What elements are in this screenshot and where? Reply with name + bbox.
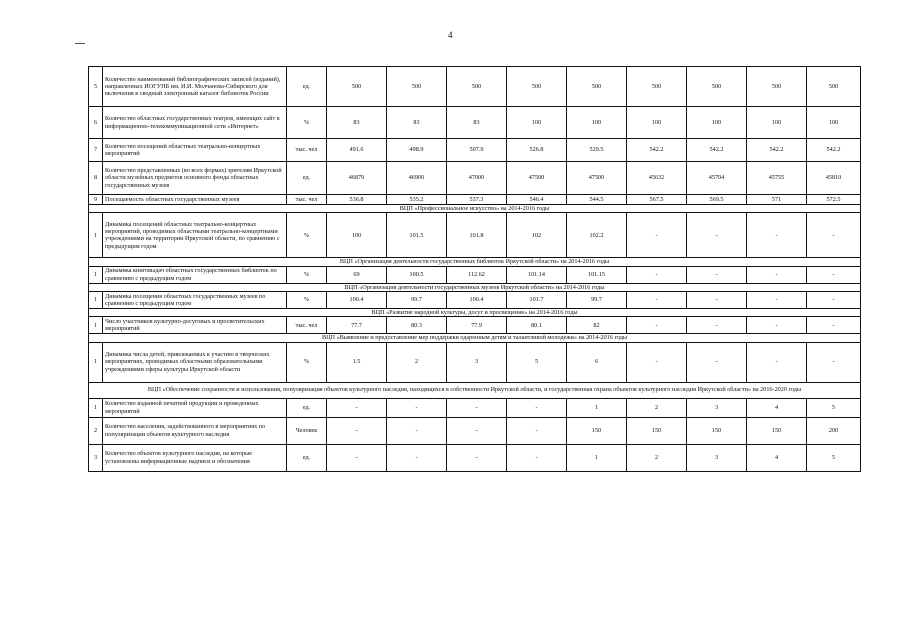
- value-cell: -: [687, 291, 747, 308]
- value-cell: -: [507, 417, 567, 444]
- value-cell: 102.2: [567, 213, 627, 258]
- value-cell: -: [387, 417, 447, 444]
- value-cell: 2: [387, 342, 447, 382]
- section-header-row: [89, 283, 861, 291]
- value-cell: 100: [627, 107, 687, 139]
- value-cell: 567.5: [627, 195, 687, 205]
- indicator-name: Количество наименований библиографических записей (изданий), направленных ИОГУНБ им. И.И. Молчанова-Сибирского для включения в сводный электронный каталог библиотек России: [103, 67, 287, 107]
- value-cell: 99.7: [567, 291, 627, 308]
- value-cell: 500: [747, 67, 807, 107]
- row-number: 1: [89, 213, 103, 258]
- value-cell: 100.5: [387, 266, 447, 283]
- value-cell: 542.2: [687, 139, 747, 162]
- table-row: [89, 139, 861, 162]
- value-cell: 100.4: [447, 291, 507, 308]
- indicator-name: Количество представленных (во всех формах) зрителям Иркутской области музейных предметов основного фонда областных государственных музеев: [103, 162, 287, 195]
- value-cell: -: [387, 398, 447, 417]
- value-cell: 500: [807, 67, 861, 107]
- row-number: 1: [89, 342, 103, 382]
- unit-cell: тыс. чел: [287, 139, 327, 162]
- value-cell: 500: [387, 67, 447, 107]
- value-cell: -: [627, 342, 687, 382]
- value-cell: 102: [507, 213, 567, 258]
- unit-cell: %: [287, 291, 327, 308]
- value-cell: 3: [687, 398, 747, 417]
- value-cell: 47500: [567, 162, 627, 195]
- value-cell: 47000: [447, 162, 507, 195]
- value-cell: 542.2: [747, 139, 807, 162]
- value-cell: -: [627, 213, 687, 258]
- value-cell: 542.2: [807, 139, 861, 162]
- value-cell: 46900: [387, 162, 447, 195]
- row-number: 5: [89, 67, 103, 107]
- value-cell: -: [807, 213, 861, 258]
- unit-cell: ед.: [287, 67, 327, 107]
- value-cell: -: [747, 291, 807, 308]
- value-cell: -: [687, 342, 747, 382]
- unit-cell: %: [287, 213, 327, 258]
- value-cell: 100: [807, 107, 861, 139]
- value-cell: -: [747, 342, 807, 382]
- value-cell: -: [747, 266, 807, 283]
- table-row: [89, 266, 861, 283]
- value-cell: 500: [687, 67, 747, 107]
- value-cell: 3: [447, 342, 507, 382]
- value-cell: -: [327, 417, 387, 444]
- table-body: [89, 67, 861, 472]
- value-cell: 569.5: [687, 195, 747, 205]
- value-cell: -: [627, 317, 687, 334]
- value-cell: 69: [327, 266, 387, 283]
- value-cell: 45810: [807, 162, 861, 195]
- value-cell: 1.5: [327, 342, 387, 382]
- table-row: [89, 162, 861, 195]
- section-header-row: [89, 308, 861, 316]
- value-cell: 45704: [687, 162, 747, 195]
- value-cell: 500: [567, 67, 627, 107]
- indicator-name: Динамика числа детей, привлекаемых к участию в творческих мероприятиях, проводимых областными образовательными учреждениями сферы культуры Иркутской области: [103, 342, 287, 382]
- indicator-name: Динамика посещения областных государственных музеев по сравнению с предыдущим годом: [103, 291, 287, 308]
- row-number: 1: [89, 398, 103, 417]
- value-cell: 47500: [507, 162, 567, 195]
- value-cell: 5: [807, 444, 861, 471]
- unit-cell: Человек: [287, 417, 327, 444]
- value-cell: 46879: [327, 162, 387, 195]
- row-number: 2: [89, 417, 103, 444]
- table-row: [89, 195, 861, 205]
- value-cell: 101.14: [507, 266, 567, 283]
- value-cell: 498.9: [387, 139, 447, 162]
- value-cell: 150: [687, 417, 747, 444]
- indicator-name: Количество изданной печатной продукции и проведенных мероприятий: [103, 398, 287, 417]
- row-number: 9: [89, 195, 103, 205]
- unit-cell: тыс. чел: [287, 195, 327, 205]
- section-header-row: [89, 258, 861, 266]
- section-header-row: [89, 382, 861, 398]
- value-cell: 83: [447, 107, 507, 139]
- table-row: [89, 444, 861, 471]
- value-cell: 150: [747, 417, 807, 444]
- table-row: [89, 67, 861, 107]
- page-number: 4: [448, 30, 453, 40]
- value-cell: 83: [387, 107, 447, 139]
- section-title: ВЦП «Профессиональное искусство» на 2014-2016 годы: [89, 205, 861, 213]
- value-cell: 500: [507, 67, 567, 107]
- value-cell: -: [327, 398, 387, 417]
- value-cell: 500: [327, 67, 387, 107]
- row-number: 1: [89, 266, 103, 283]
- section-title: ВЦП «Выявление и предоставление мер поддержки одаренным детям и талантливой молодежи» на 2014-2016 годы: [89, 334, 861, 342]
- value-cell: -: [747, 213, 807, 258]
- table-row: [89, 342, 861, 382]
- value-cell: -: [387, 444, 447, 471]
- table-row: [89, 213, 861, 258]
- value-cell: 80.1: [507, 317, 567, 334]
- row-number: 3: [89, 444, 103, 471]
- indicator-name: Количество областных государственных театров, имеющих сайт в информационно-телекоммуникационной сети «Интернет»: [103, 107, 287, 139]
- value-cell: 101.7: [507, 291, 567, 308]
- value-cell: 83: [327, 107, 387, 139]
- value-cell: 544.5: [567, 195, 627, 205]
- value-cell: -: [327, 444, 387, 471]
- unit-cell: %: [287, 107, 327, 139]
- value-cell: 500: [627, 67, 687, 107]
- value-cell: 100: [687, 107, 747, 139]
- indicator-name: Число участников культурно-досуговых и просветительских мероприятий: [103, 317, 287, 334]
- row-number: 1: [89, 291, 103, 308]
- table-row: [89, 398, 861, 417]
- value-cell: 526.8: [507, 139, 567, 162]
- unit-cell: ед.: [287, 162, 327, 195]
- value-cell: 99.7: [387, 291, 447, 308]
- value-cell: -: [507, 444, 567, 471]
- value-cell: 4: [747, 398, 807, 417]
- value-cell: 101.8: [447, 213, 507, 258]
- value-cell: 536.8: [327, 195, 387, 205]
- value-cell: 535.2: [387, 195, 447, 205]
- value-cell: 101.15: [567, 266, 627, 283]
- unit-cell: ед.: [287, 398, 327, 417]
- value-cell: 546.4: [507, 195, 567, 205]
- value-cell: 77.7: [327, 317, 387, 334]
- indicator-name: Количество населения, задействованного в мероприятиях по популяризации объектов культурного наследия: [103, 417, 287, 444]
- value-cell: -: [447, 417, 507, 444]
- value-cell: 100.4: [327, 291, 387, 308]
- value-cell: -: [747, 317, 807, 334]
- indicators-table: [88, 66, 861, 472]
- value-cell: 5: [507, 342, 567, 382]
- value-cell: 5: [807, 398, 861, 417]
- value-cell: 529.5: [567, 139, 627, 162]
- section-header-row: [89, 334, 861, 342]
- value-cell: -: [447, 398, 507, 417]
- value-cell: 4: [747, 444, 807, 471]
- row-number: 6: [89, 107, 103, 139]
- value-cell: 542.2: [627, 139, 687, 162]
- value-cell: 100: [567, 107, 627, 139]
- value-cell: 1: [567, 444, 627, 471]
- value-cell: 80.3: [387, 317, 447, 334]
- indicator-name: Посещаемость областных государственных музеев: [103, 195, 287, 205]
- value-cell: 537.3: [447, 195, 507, 205]
- row-number: 7: [89, 139, 103, 162]
- value-cell: 572.5: [807, 195, 861, 205]
- value-cell: 100: [507, 107, 567, 139]
- value-cell: 100: [747, 107, 807, 139]
- value-cell: 500: [447, 67, 507, 107]
- row-number: 8: [89, 162, 103, 195]
- section-header-row: [89, 205, 861, 213]
- section-title: ВЦП «Обеспечение сохранности и использования, популяризация объектов культурного наследия, находящихся в собственности Иркутской области, и государственная охрана объектов культурного наследия Иркутской области» на 2016-2020 годы: [89, 382, 861, 398]
- value-cell: -: [627, 291, 687, 308]
- value-cell: -: [807, 317, 861, 334]
- unit-cell: ед.: [287, 444, 327, 471]
- value-cell: -: [627, 266, 687, 283]
- value-cell: -: [687, 213, 747, 258]
- section-title: ВЦП «Организация деятельности государственных музеев Иркутской области» на 2014-2016 годы: [89, 283, 861, 291]
- value-cell: -: [807, 291, 861, 308]
- scan-mark: [75, 43, 85, 44]
- value-cell: 112.62: [447, 266, 507, 283]
- value-cell: -: [507, 398, 567, 417]
- value-cell: 45632: [627, 162, 687, 195]
- unit-cell: %: [287, 266, 327, 283]
- value-cell: -: [687, 266, 747, 283]
- value-cell: -: [807, 342, 861, 382]
- unit-cell: тыс. чел: [287, 317, 327, 334]
- table-row: [89, 417, 861, 444]
- unit-cell: %: [287, 342, 327, 382]
- value-cell: 2: [627, 444, 687, 471]
- value-cell: 150: [627, 417, 687, 444]
- value-cell: 2: [627, 398, 687, 417]
- indicator-name: Динамика книговыдач областных государственных библиотек по сравнению с предыдущим годом: [103, 266, 287, 283]
- value-cell: 571: [747, 195, 807, 205]
- value-cell: 507.9: [447, 139, 507, 162]
- value-cell: 3: [687, 444, 747, 471]
- value-cell: 100: [327, 213, 387, 258]
- value-cell: -: [807, 266, 861, 283]
- indicator-name: Количество посещений областных театрально-концертных мероприятий: [103, 139, 287, 162]
- row-number: 1: [89, 317, 103, 334]
- table-row: [89, 107, 861, 139]
- value-cell: 45755: [747, 162, 807, 195]
- value-cell: -: [687, 317, 747, 334]
- value-cell: 200: [807, 417, 861, 444]
- value-cell: 1: [567, 398, 627, 417]
- value-cell: 6: [567, 342, 627, 382]
- value-cell: 77.9: [447, 317, 507, 334]
- section-title: ВЦП «Развитие народной культуры, досуг и просвещение» на 2014-2016 годы: [89, 308, 861, 316]
- value-cell: 491.6: [327, 139, 387, 162]
- indicator-name: Динамика посещений областных театрально-концертных мероприятий, проводимых областными театрально-концертными учреждениями на территории Иркутской области, по сравнению с предыдущим годом: [103, 213, 287, 258]
- value-cell: 150: [567, 417, 627, 444]
- table-row: [89, 291, 861, 308]
- value-cell: -: [447, 444, 507, 471]
- table-row: [89, 317, 861, 334]
- section-title: ВЦП «Организация деятельности государственных библиотек Иркутской области» на 2014-2016 годы: [89, 258, 861, 266]
- indicator-name: Количество объектов культурного наследия, на которые установлены информационные надписи и обозначения: [103, 444, 287, 471]
- value-cell: 101.5: [387, 213, 447, 258]
- value-cell: 82: [567, 317, 627, 334]
